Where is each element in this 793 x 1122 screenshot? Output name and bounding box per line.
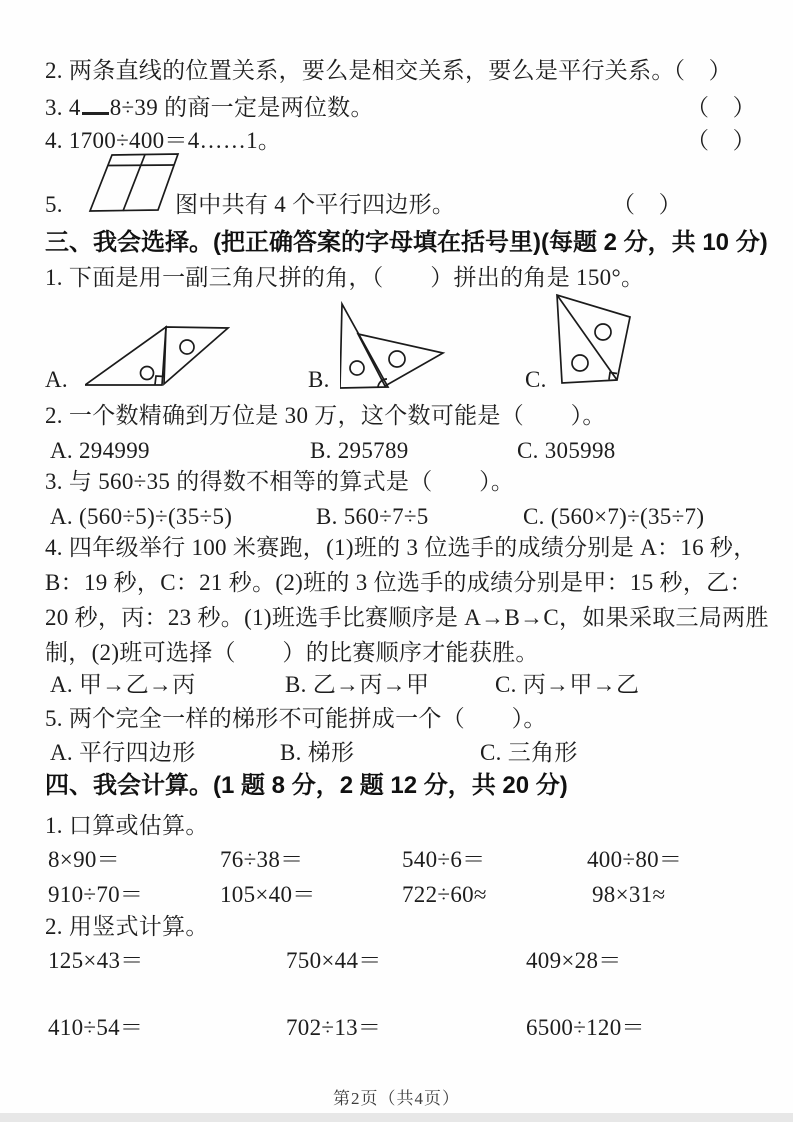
judge-q5-text: 图中共有 4 个平行四边形。 xyxy=(175,192,456,217)
choice-q4-option-a: A. 甲→乙→丙 xyxy=(50,672,196,697)
choice-q1-text: 1. 下面是用一副三角尺拼的角，（ ）拼出的角是 150°。 xyxy=(45,265,645,290)
vertical-calc-5: 702÷13＝ xyxy=(286,1015,382,1040)
judge-q3-answer-bracket: （ ） xyxy=(686,95,756,120)
triangle-rulers-figure-b xyxy=(340,301,446,391)
page-footer: 第2页（共4页） xyxy=(333,1089,460,1108)
vertical-calc-1: 125×43＝ xyxy=(48,948,144,973)
vertical-calc-4: 410÷54＝ xyxy=(48,1015,144,1040)
oral-calc-7: 722÷60≈ xyxy=(402,882,487,907)
oral-calc-8: 98×31≈ xyxy=(592,882,666,907)
triangle-rulers-figure-c xyxy=(555,293,634,386)
choice-q4-line2: B：19 秒，C：21 秒。(2)班的 3 位选手的成绩分别是甲：15 秒，乙： xyxy=(45,570,753,595)
vertical-calc-2: 750×44＝ xyxy=(286,948,382,973)
judge-q2-text: 2. 两条直线的位置关系，要么是相交关系，要么是平行关系。 xyxy=(45,58,675,83)
parallelogram-figure xyxy=(88,151,182,214)
choice-q5-text: 5. 两个完全一样的梯形不可能拼成一个（ ）。 xyxy=(45,706,547,731)
choice-q4-line3: 20 秒，丙：23 秒。(1)班选手比赛顺序是 A→B→C，如果采取三局两胜 xyxy=(45,605,769,630)
choice-q4-option-c: C. 丙→甲→乙 xyxy=(495,672,640,697)
calc-q1-label: 1. 口算或估算。 xyxy=(45,813,209,838)
choice-q2-option-c: C. 305998 xyxy=(517,438,616,463)
figure-label-c: C. xyxy=(525,367,547,392)
choice-section-header: 三、我会选择。(把正确答案的字母填在括号里)(每题 2 分，共 10 分) xyxy=(45,229,768,256)
triangle-rulers-b-svg xyxy=(340,301,446,391)
judge-q5-answer-bracket: （ ） xyxy=(612,192,682,217)
choice-q3-text: 3. 与 560÷35 的得数不相等的算式是（ ）。 xyxy=(45,469,515,494)
choice-q3-option-a: A. (560÷5)÷(35÷5) xyxy=(50,504,233,529)
judge-q2-answer-bracket: （ ） xyxy=(662,58,732,83)
judge-q4-text: 4. 1700÷400＝4……1。 xyxy=(45,128,282,153)
calc-section-header: 四、我会计算。(1 题 8 分，2 题 12 分，共 20 分) xyxy=(45,772,568,799)
choice-q5-option-b: B. 梯形 xyxy=(280,740,355,765)
judge-q3-text xyxy=(45,94,374,122)
choice-q4-option-b: B. 乙→丙→甲 xyxy=(285,672,430,697)
judge-q3-suffix: 8÷39 的商一定是两位数。 xyxy=(109,95,374,120)
choice-q2-option-a: A. 294999 xyxy=(50,438,150,463)
judge-q3-prefix: 3. 4 xyxy=(45,95,81,120)
triangle-rulers-a-svg xyxy=(85,325,230,388)
oral-calc-2: 76÷38＝ xyxy=(220,847,304,872)
choice-q3-option-b: B. 560÷7÷5 xyxy=(316,504,429,529)
choice-q3-option-c: C. (560×7)÷(35÷7) xyxy=(523,504,705,529)
calc-q2-label: 2. 用竖式计算。 xyxy=(45,914,209,939)
oral-calc-1: 8×90＝ xyxy=(48,847,120,872)
judge-q5-number: 5. xyxy=(45,192,63,217)
judge-q4-answer-bracket: （ ） xyxy=(686,128,756,153)
oral-calc-4: 400÷80＝ xyxy=(587,847,683,872)
choice-q5-option-a: A. 平行四边形 xyxy=(50,740,196,765)
photo-edge-strip xyxy=(0,1113,793,1122)
oral-calc-3: 540÷6＝ xyxy=(402,847,486,872)
vertical-calc-6: 6500÷120＝ xyxy=(526,1015,645,1040)
choice-q2-option-b: B. 295789 xyxy=(310,438,409,463)
figure-label-b: B. xyxy=(308,367,330,392)
choice-q2-text: 2. 一个数精确到万位是 30 万，这个数可能是（ ）。 xyxy=(45,403,606,428)
oral-calc-6: 105×40＝ xyxy=(220,882,316,907)
vertical-calc-3: 409×28＝ xyxy=(526,948,622,973)
choice-q4-line4: 制，(2)班可选择（ ）的比赛顺序才能获胜。 xyxy=(45,640,539,665)
figure-label-a: A. xyxy=(45,367,68,392)
parallelogram-divided-figure xyxy=(88,151,182,214)
choice-q4-line1: 4. 四年级举行 100 米赛跑，(1)班的 3 位选手的成绩分别是 A：16 秒， xyxy=(45,535,757,560)
oral-calc-5: 910÷70＝ xyxy=(48,882,144,907)
choice-q5-option-c: C. 三角形 xyxy=(480,740,578,765)
triangle-rulers-figure-a xyxy=(85,325,230,388)
blank-underline xyxy=(82,98,109,115)
triangle-rulers-c-svg xyxy=(555,293,634,386)
